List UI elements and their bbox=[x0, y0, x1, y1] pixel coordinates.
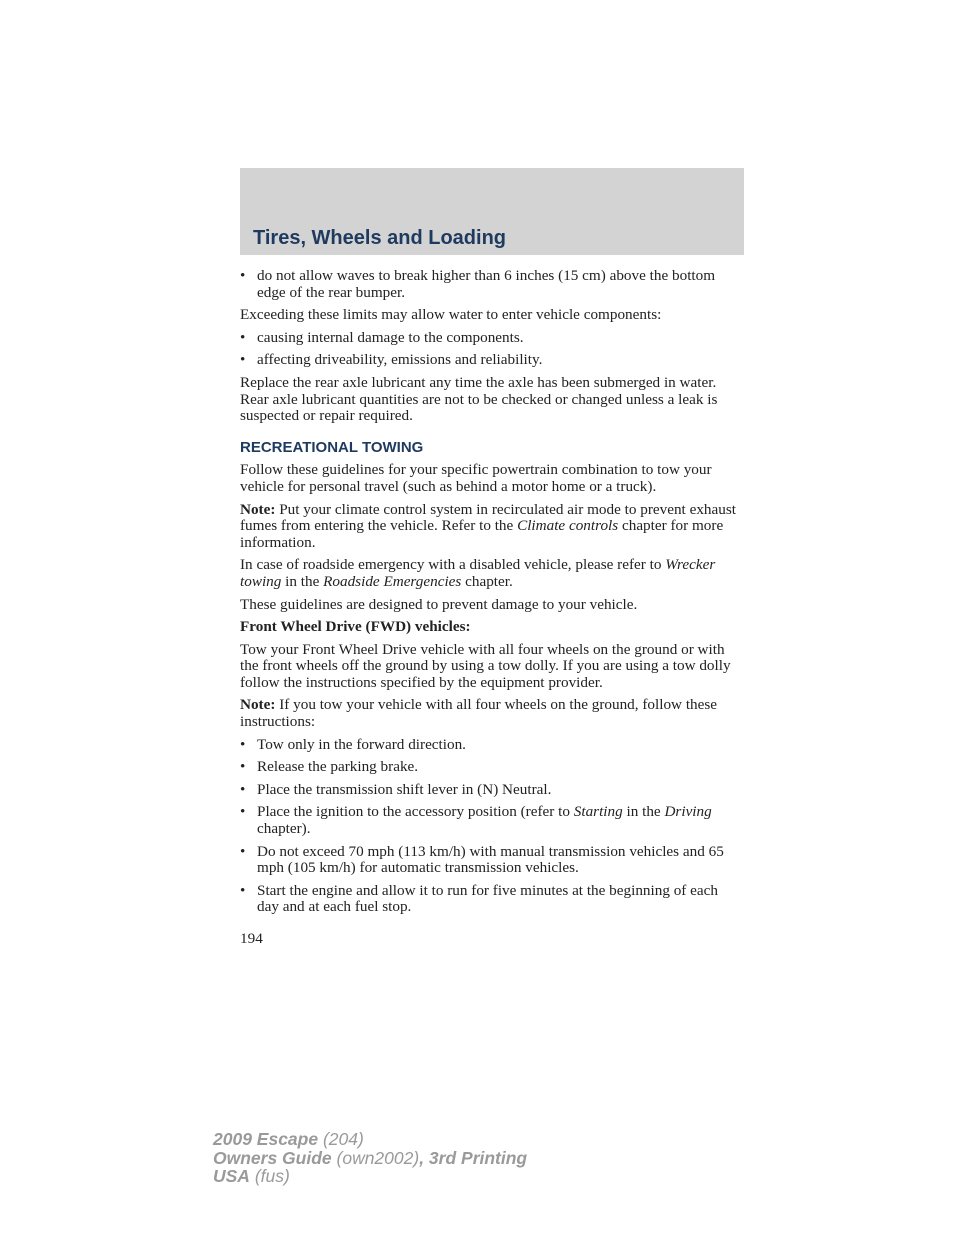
note-text: Put your climate control system in recirculated air mode to prevent exhaust fumes from entering the vehicle. Refer to the bbox=[240, 500, 736, 535]
subsection-heading-text: Front Wheel Drive (FWD) vehicles: bbox=[240, 618, 471, 636]
chapter-reference: Starting bbox=[573, 803, 623, 821]
note-paragraph bbox=[240, 502, 740, 552]
paragraph: Follow these guidelines for your specific powertrain combination to tow your vehicle for personal travel (such as behind a motor home or a truck). bbox=[240, 461, 712, 495]
bullet-item bbox=[240, 782, 740, 799]
bullet-icon: • bbox=[240, 842, 246, 860]
bullet-text: Start the engine and allow it to run for five minutes at the beginning of each day and at each fuel stop. bbox=[257, 881, 718, 916]
note-text: If you tow your vehicle with all four wheels on the ground, follow these instructions: bbox=[240, 696, 718, 731]
paragraph: Replace the rear axle lubricant any time the axle has been submerged in water. Rear axle lubricant quantities are not to be checked or changed unless a leak is suspected or repair required. bbox=[240, 373, 718, 425]
paragraph-text: in the bbox=[281, 572, 324, 590]
bullet-item bbox=[240, 804, 740, 837]
document-footer bbox=[213, 1130, 527, 1186]
bullet-item bbox=[240, 883, 740, 916]
footer-guide: Owners Guide bbox=[213, 1147, 332, 1168]
bullet-text: do not allow waves to break higher than 6 inches (15 cm) above the bottom edge of the rear bumper. bbox=[257, 267, 716, 301]
paragraph bbox=[240, 557, 740, 590]
footer-model: 2009 Escape bbox=[213, 1129, 319, 1149]
note-label: Note: bbox=[240, 696, 276, 714]
bullet-item bbox=[240, 759, 740, 776]
bullet-icon: • bbox=[240, 758, 246, 776]
chapter-reference: Driving bbox=[664, 803, 712, 821]
paragraph: Exceeding these limits may allow water to enter vehicle components: bbox=[240, 306, 662, 324]
footer-line-model bbox=[213, 1130, 527, 1149]
bullet-icon: • bbox=[240, 328, 246, 346]
footer-line-guide bbox=[213, 1149, 527, 1168]
bullet-item bbox=[240, 352, 740, 369]
bullet-icon: • bbox=[240, 735, 246, 753]
bullet-item bbox=[240, 844, 740, 877]
bullet-text: Place the transmission shift lever in (N) Neutral. bbox=[257, 780, 552, 798]
paragraph-text: chapter. bbox=[461, 572, 513, 590]
bullet-text: causing internal damage to the components. bbox=[257, 328, 524, 346]
note-label: Note: bbox=[240, 500, 276, 518]
subsection-heading bbox=[240, 619, 740, 636]
bullet-icon: • bbox=[240, 267, 246, 284]
bullet-text: affecting driveability, emissions and reliability. bbox=[257, 351, 543, 369]
bullet-item bbox=[240, 268, 740, 301]
bullet-icon: • bbox=[240, 803, 246, 821]
footer-printing: , 3rd Printing bbox=[419, 1147, 528, 1168]
chapter-reference: Roadside Emergencies bbox=[323, 572, 462, 590]
footer-market: USA bbox=[213, 1166, 250, 1186]
paragraph: These guidelines are designed to prevent damage to your vehicle. bbox=[240, 595, 638, 613]
bullet-text: Place the ignition to the accessory position (refer to bbox=[257, 803, 574, 821]
section-heading: RECREATIONAL TOWING bbox=[240, 438, 424, 456]
paragraph-text: In case of roadside emergency with a disabled vehicle, please refer to bbox=[240, 556, 666, 574]
chapter-reference: Wrecker towing bbox=[240, 556, 716, 590]
note-text: chapter for more information. bbox=[240, 517, 724, 551]
paragraph: Tow your Front Wheel Drive vehicle with all four wheels on the ground or with the front wheels off the ground by using a tow dolly. If you are using a tow dolly follow the instructions specified by the equipment provider. bbox=[240, 640, 731, 691]
footer-model-code: (204) bbox=[318, 1129, 364, 1149]
bullet-text: Release the parking brake. bbox=[257, 758, 419, 776]
bullet-text: Tow only in the forward direction. bbox=[257, 735, 466, 753]
bullet-item bbox=[240, 330, 740, 347]
bullet-icon: • bbox=[240, 780, 246, 798]
bullet-text: Do not exceed 70 mph (113 km/h) with manual transmission vehicles and 65 mph (105 km/h) for automatic transmission vehicles. bbox=[257, 842, 724, 877]
footer-guide-code: (own2002) bbox=[331, 1147, 420, 1168]
bullet-icon: • bbox=[240, 351, 246, 369]
page-number: 194 bbox=[240, 930, 263, 947]
bullet-item bbox=[240, 737, 740, 754]
chapter-reference: Climate controls bbox=[517, 517, 619, 535]
note-paragraph bbox=[240, 697, 740, 730]
footer-market-code: (fus) bbox=[249, 1166, 290, 1186]
chapter-title: Tires, Wheels and Loading bbox=[253, 227, 507, 249]
bullet-text: chapter). bbox=[257, 820, 311, 838]
bullet-icon: • bbox=[240, 881, 246, 899]
footer-line-market bbox=[213, 1167, 527, 1186]
bullet-text: in the bbox=[622, 803, 665, 821]
page-content bbox=[240, 268, 740, 948]
